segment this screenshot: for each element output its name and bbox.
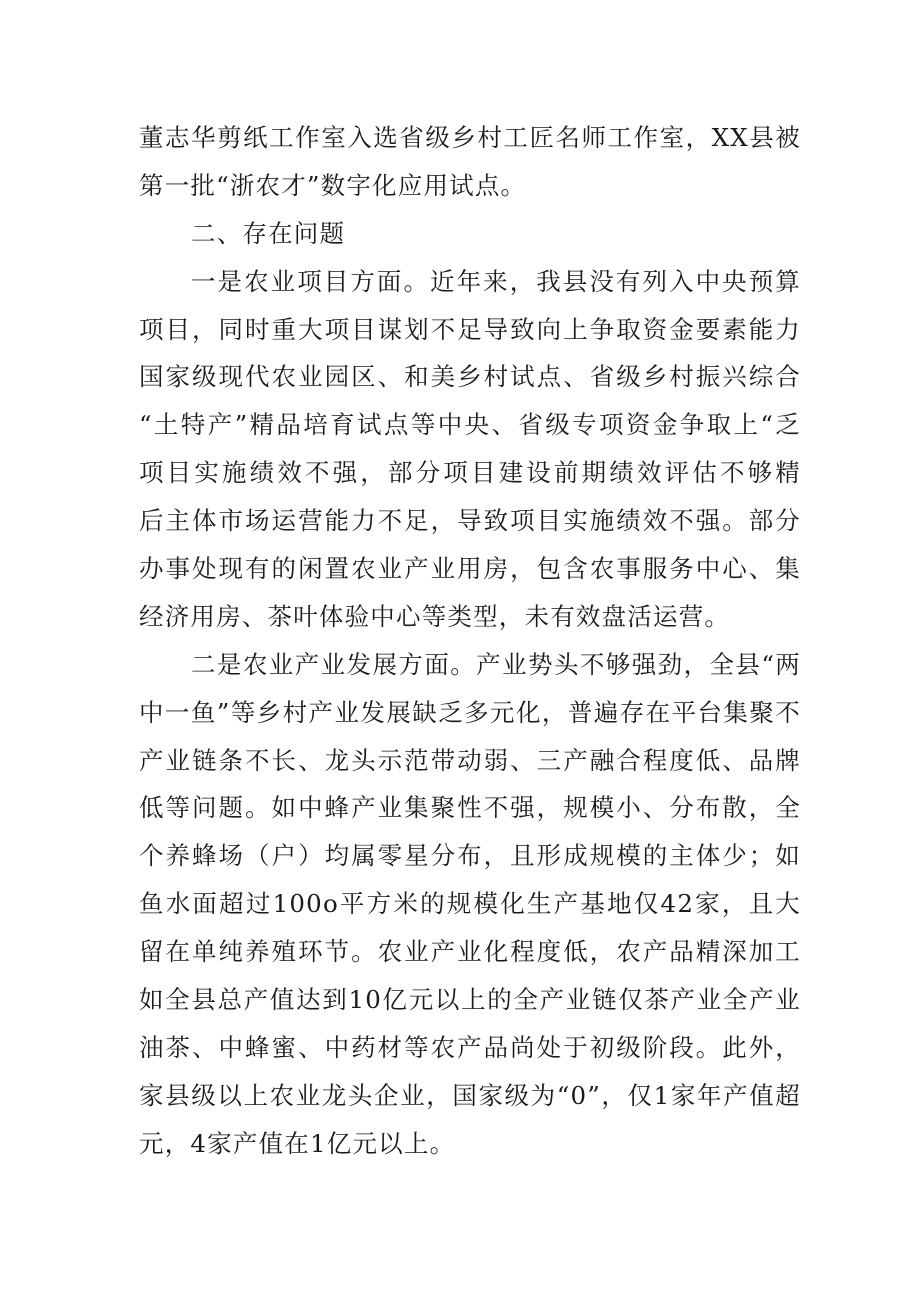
paragraph-line: 项目实施绩效不强，部分项目建设前期绩效评估不够精 xyxy=(139,458,801,488)
paragraph-line: 项目，同时重大项目谋划不足导致向上争取资金要素能力 xyxy=(139,314,801,344)
paragraph-line: 董志华剪纸工作室入选省级乡村工匠名师工作室，XX县被 xyxy=(139,123,801,152)
paragraph-line: 低等问题。如中蜂产业集聚性不强，规模小、分布散，全 xyxy=(139,793,801,823)
paragraph-line: 个养蜂场（户）均属零星分布，且形成规模的主体少；如 xyxy=(139,841,801,871)
paragraph-line: 家县级以上农业龙头企业，国家级为“0”，仅1家年产值超 xyxy=(139,1080,801,1110)
paragraph-line: 一是农业项目方面。近年来，我县没有列入中央预算 xyxy=(191,266,801,296)
paragraph-line: 中一鱼”等乡村产业发展缺乏多元化，普遍存在平台集聚不 xyxy=(139,697,801,727)
paragraph-line: 如全县总产值达到10亿元以上的全产业链仅茶产业全产业 xyxy=(139,985,801,1015)
paragraph-line: 产业链条不长、龙头示范带动弱、三产融合程度低、品牌 xyxy=(139,745,801,775)
paragraph-line: 办事处现有的闲置农业产业用房，包含农事服务中心、集 xyxy=(139,554,801,584)
paragraph-line: 经济用房、茶叶体验中心等类型，未有效盘活运营。 xyxy=(139,601,731,631)
paragraph-line: 鱼水面超过100o平方米的规模化生产基地仅42家，且大 xyxy=(139,889,801,919)
paragraph-line: 留在单纯养殖环节。农业产业化程度低，农产品精深加工 xyxy=(139,937,801,967)
paragraph-line: 国家级现代农业园区、和美乡村试点、省级乡村振兴综合 xyxy=(139,362,801,392)
section-heading: 二、存在问题 xyxy=(191,218,346,248)
paragraph-line: 第一批“浙农才”数字化应用试点。 xyxy=(139,170,527,200)
paragraph-line: 元，4家产值在1亿元以上。 xyxy=(139,1128,456,1158)
paragraph-line: 后主体市场运营能力不足，导致项目实施绩效不强。部分 xyxy=(139,506,801,536)
document-body xyxy=(139,114,801,1168)
paragraph-line: 二是农业产业发展方面。产业势头不够强劲，全县“两 xyxy=(191,649,801,679)
paragraph-line: “土特产”精品培育试点等中央、省级专项资金争取上“乏 xyxy=(139,410,801,440)
paragraph-line: 油茶、中蜂蜜、中药材等农产品尚处于初级阶段。此外， xyxy=(139,1032,801,1062)
